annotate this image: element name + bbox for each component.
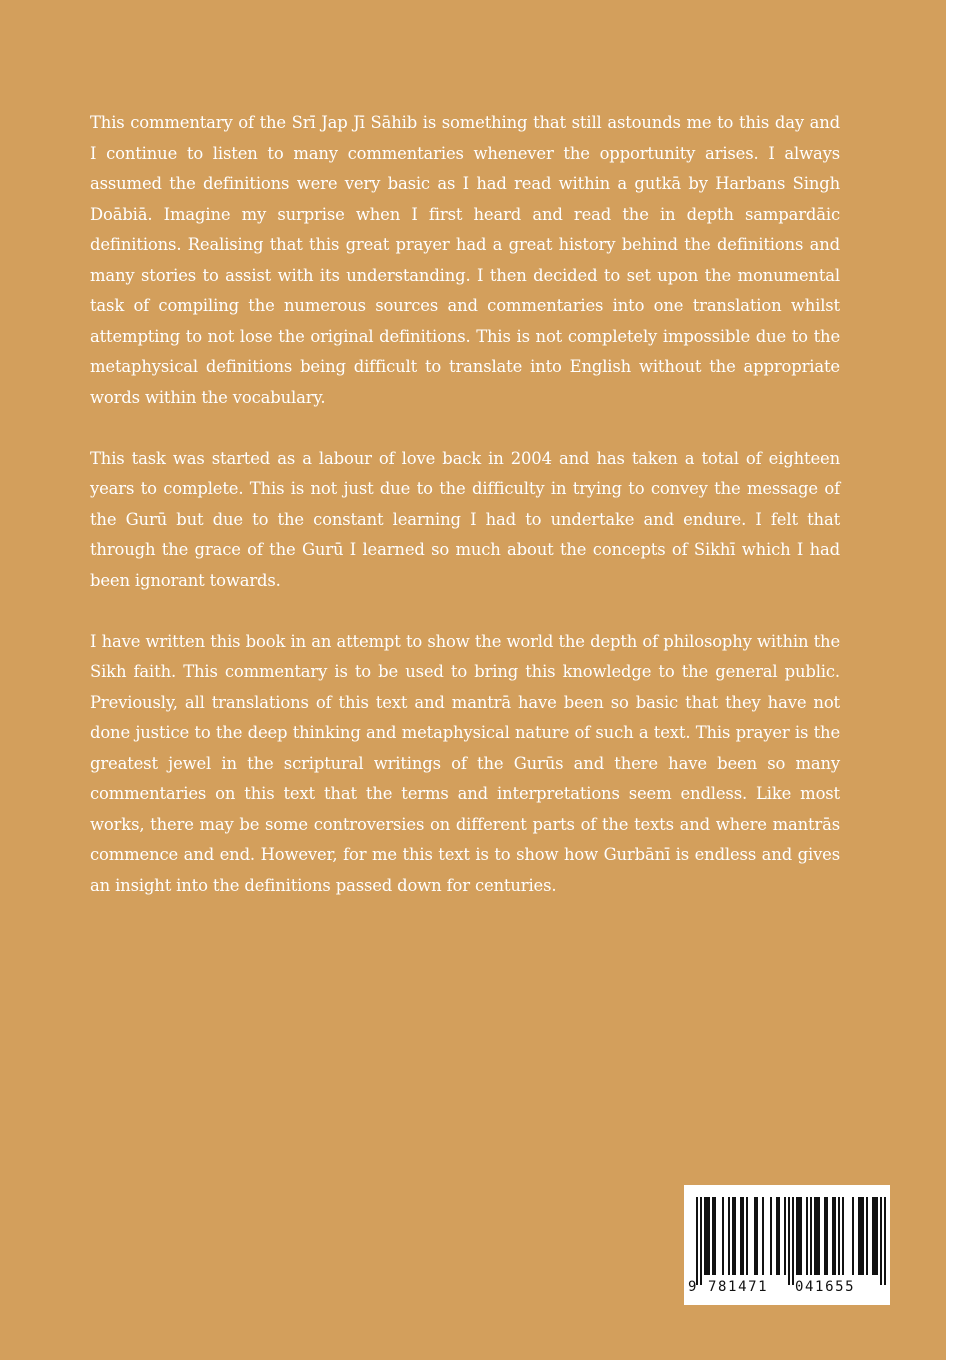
barcode-bar: [704, 1197, 706, 1275]
barcode-bar: [746, 1197, 748, 1275]
barcode-bar: [824, 1197, 826, 1275]
barcode-bar: [742, 1197, 744, 1275]
barcode-bar: [706, 1197, 708, 1275]
barcode-bar: [728, 1197, 730, 1275]
barcode-bar: [880, 1197, 882, 1285]
barcode-digit-first: 9: [688, 1279, 699, 1295]
barcode-bar: [842, 1197, 844, 1275]
barcode-bar: [792, 1197, 794, 1285]
barcode-bar: [796, 1197, 798, 1275]
barcode-bar: [798, 1197, 800, 1275]
barcode-bar: [874, 1197, 876, 1275]
barcode-bar: [810, 1197, 812, 1275]
isbn-barcode: [684, 1185, 890, 1305]
barcode-bar: [776, 1197, 778, 1275]
barcode-bar: [876, 1197, 878, 1275]
barcode-bar: [734, 1197, 736, 1275]
barcode-bar: [834, 1197, 836, 1275]
barcode-bar: [852, 1197, 854, 1275]
barcode-bar: [696, 1197, 698, 1285]
blurb-paragraph-2: This task was started as a labour of love back in 2004 and has taken a total of eighteen years to complete. This is not just due to the difficulty in trying to convey the message of the Gurū but due to the constant learning I had to undertake and endure. I felt that through the grace of the Gurū I learned so much about the concepts of Sikhī which I had been ignorant towards.: [90, 448, 840, 590]
barcode-bar: [860, 1197, 862, 1275]
barcode-bar: [722, 1197, 724, 1275]
barcode-digits: [684, 1273, 890, 1301]
barcode-digits-right: 041655: [795, 1279, 856, 1295]
barcode-bar: [818, 1197, 820, 1275]
barcode-bar: [708, 1197, 710, 1275]
barcode-bar: [814, 1197, 816, 1275]
barcode-bar: [778, 1197, 780, 1275]
barcode-bar: [770, 1197, 772, 1275]
barcode-bar: [740, 1197, 742, 1275]
barcode-bar: [816, 1197, 818, 1275]
barcode-bar: [788, 1197, 790, 1285]
barcode-bar: [762, 1197, 764, 1275]
barcode-bar: [800, 1197, 802, 1275]
blurb-paragraph-1: This commentary of the Srī Jap Jī Sāhib is something that still astounds me to this day and I continue to listen to many commentaries whenever the opportunity arises. I always assumed the definitions were very basic as I had read within a gutkā by Harbans Singh Doābiā. Imagine my surprise when I first heard and read the in depth sampardāic definitions. Realising that this great prayer had a great history behind the definitions and many stories to assist with its understanding. I then decided to set upon the monumental task of compiling the numerous sources and commentaries into one translation whilst attempting to not lose the original definitions. This is not completely impossible due to the metaphysical definitions being difficult to translate into English without the appropriate words within the vocabulary.: [90, 113, 840, 407]
blurb-paragraph-3: I have written this book in an attempt to show the world the depth of philosophy within the Sikh faith. This commentary is to be used to bring this knowledge to the general public. Previously, all translations of this text and mantrā have been so basic that they have not done justice to the deep thinking and metaphysical nature of such a text. This prayer is the greatest jewel in the scriptural writings of the Gurūs and there have been so many commentaries on this text that the terms and interpretations seem endless. Like most works, there may be some controversies on different parts of the texts and where mantrās commence and end. However, for me this text is to show how Gurbānī is endless and gives an insight into the definitions passed down for centuries.: [90, 631, 840, 895]
barcode-digits-left: 781471: [708, 1279, 769, 1295]
barcode-bar: [700, 1197, 702, 1285]
barcode-bar: [826, 1197, 828, 1275]
barcode-bar: [862, 1197, 864, 1275]
barcode-bar: [754, 1197, 756, 1275]
barcode-bar: [858, 1197, 860, 1275]
barcode-bar: [866, 1197, 868, 1275]
barcode-bar: [838, 1197, 840, 1275]
barcode-bar: [806, 1197, 808, 1275]
barcode-bar: [872, 1197, 874, 1275]
barcode-bar: [784, 1197, 786, 1275]
barcode-bar: [712, 1197, 714, 1275]
blurb-text: [90, 108, 840, 932]
barcode-bar: [884, 1197, 886, 1285]
barcode-bar: [714, 1197, 716, 1275]
barcode-bar: [732, 1197, 734, 1275]
barcode-bar: [832, 1197, 834, 1275]
barcode-bar: [756, 1197, 758, 1275]
